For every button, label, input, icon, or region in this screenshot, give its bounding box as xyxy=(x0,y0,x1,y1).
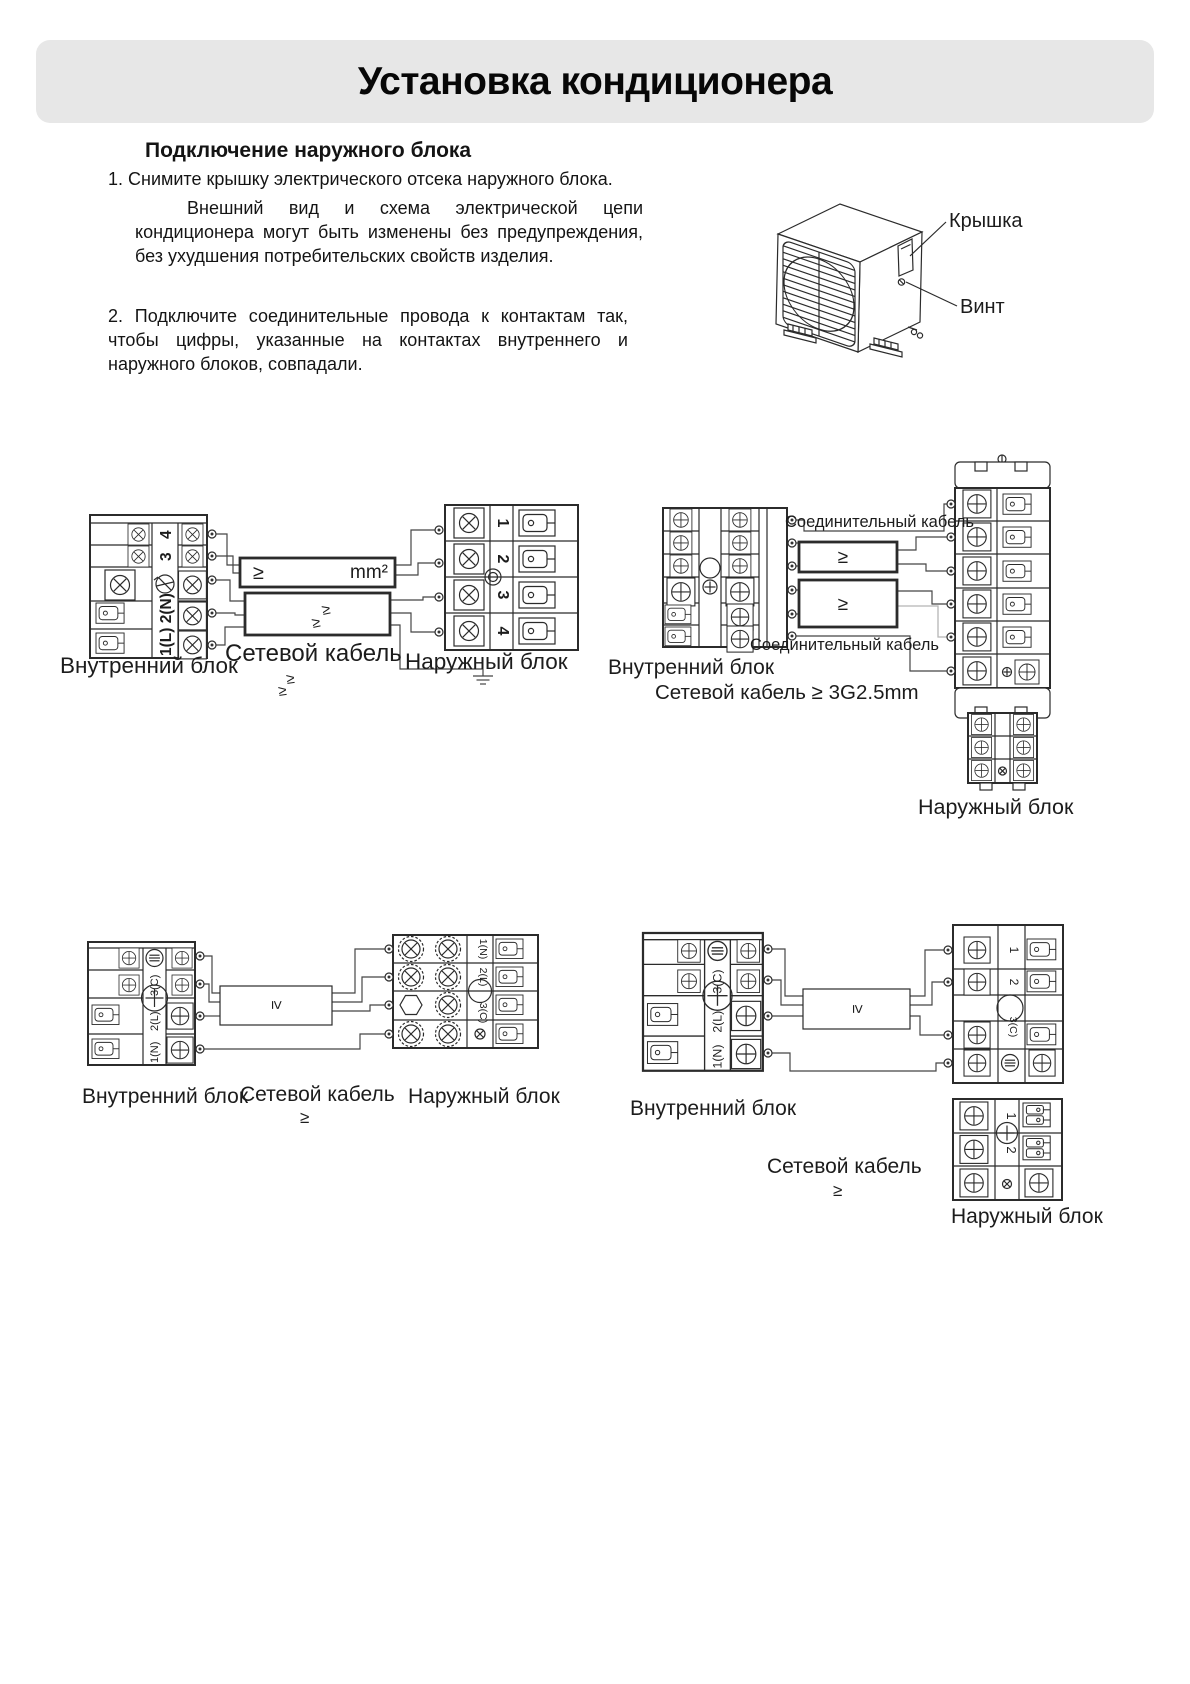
gte-sign: ≥ xyxy=(268,1000,285,1010)
outdoor-unit-drawing xyxy=(776,204,923,357)
gte-sign: ≥ xyxy=(837,547,849,568)
gte-sign: ≥ xyxy=(310,613,322,632)
terminal-label: 1 xyxy=(1004,1112,1019,1120)
gte-sign: ≥ xyxy=(253,562,264,584)
outdoor-block-label: Наружный блок xyxy=(918,795,1074,819)
step-2-text: 2. Подключите соединительные провода к контактам так, чтобы цифры, указанные на контактах внутреннего и наружного блоков, совпадали. xyxy=(108,306,628,374)
terminal-label: 2 xyxy=(1004,1146,1019,1154)
cover-label: Крышка xyxy=(949,210,1023,232)
power-cable-label: Сетевой кабель xyxy=(225,640,402,667)
page-title: Установка кондиционера xyxy=(357,59,833,103)
gte-sign: ≥ xyxy=(277,681,288,700)
terminal-label: 2 xyxy=(494,554,511,564)
outdoor-power-block xyxy=(953,1099,1062,1200)
outdoor-unit-figure xyxy=(760,182,1190,372)
power-cable-spec-label: Сетевой кабель ≥ 3G2.5mm xyxy=(655,681,919,704)
terminal-label: 3 xyxy=(158,552,175,561)
gte-sign: ≥ xyxy=(837,594,849,615)
terminal-label: 1 xyxy=(494,518,511,528)
wiring-diagram-1 xyxy=(55,445,585,703)
connect-cable-label: Соединительный кабель xyxy=(750,636,939,654)
step-1-text: 1. Снимите крышку электрического отсека наружного блока. xyxy=(108,169,613,189)
terminal-label: 2(L) xyxy=(477,967,489,987)
outdoor-terminal-block xyxy=(955,455,1050,723)
indoor-block-label: Внутренний блок xyxy=(630,1097,797,1120)
outdoor-power-block xyxy=(968,713,1037,790)
terminal-label: 3(C) xyxy=(1007,1016,1019,1038)
gte-sign: ≥ xyxy=(849,1004,866,1014)
connect-cable-label: Соединительный кабель xyxy=(785,513,974,531)
electric-compartment-cover xyxy=(898,239,913,276)
indoor-block-label: Внутренний блок xyxy=(60,653,238,678)
wiring-diagram-4 xyxy=(580,855,1180,1250)
screw-label: Винт xyxy=(960,296,1005,318)
indoor-block-label: Внутренний блок xyxy=(608,656,775,679)
indoor-terminal-block xyxy=(90,515,207,659)
section-heading: Подключение наружного блока xyxy=(145,139,472,162)
mm2-label: mm² xyxy=(350,562,388,583)
outdoor-terminal-block xyxy=(393,935,538,1048)
wiring-diagram-2 xyxy=(600,440,1190,832)
gte-sign: ≥ xyxy=(300,1108,310,1127)
indoor-terminal-block xyxy=(88,942,195,1065)
terminal-label: 4 xyxy=(494,626,511,636)
indoor-terminal-block xyxy=(663,508,787,652)
terminal-label: 1(N) xyxy=(477,938,489,960)
terminal-label: 1 xyxy=(1007,946,1021,954)
terminal-label: 2 xyxy=(1007,978,1021,986)
terminal-label: 4 xyxy=(158,530,175,539)
power-cable-label: Сетевой кабель xyxy=(767,1155,922,1178)
outdoor-terminal-block xyxy=(445,505,578,650)
gte-sign: ≥ xyxy=(285,669,296,688)
terminal-label: 1(L) 2(N) xyxy=(158,593,175,656)
wiring-diagram-3 xyxy=(60,855,560,1130)
indoor-block-label: Внутренний блок xyxy=(82,1085,249,1108)
terminal-label: 3 xyxy=(494,590,511,600)
page-header xyxy=(36,40,1154,123)
terminal-label: 3(C) xyxy=(477,1002,489,1024)
outdoor-block-label: Наружный блок xyxy=(405,649,568,674)
indoor-terminal-block xyxy=(643,933,763,1071)
power-cable-label: Сетевой кабель xyxy=(240,1083,395,1106)
note-text: Внешний вид и схема электрической цепи кондиционера могут быть изменены без предупреждения, без ухудшения потребительских свойств изделия. xyxy=(135,198,643,266)
outdoor-terminal-block xyxy=(953,925,1063,1083)
gte-sign: ≥ xyxy=(833,1181,843,1200)
gte-sign: ≥ xyxy=(320,600,332,619)
outdoor-block-label: Наружный блок xyxy=(408,1085,560,1108)
outdoor-block-label: Наружный блок xyxy=(951,1205,1103,1228)
